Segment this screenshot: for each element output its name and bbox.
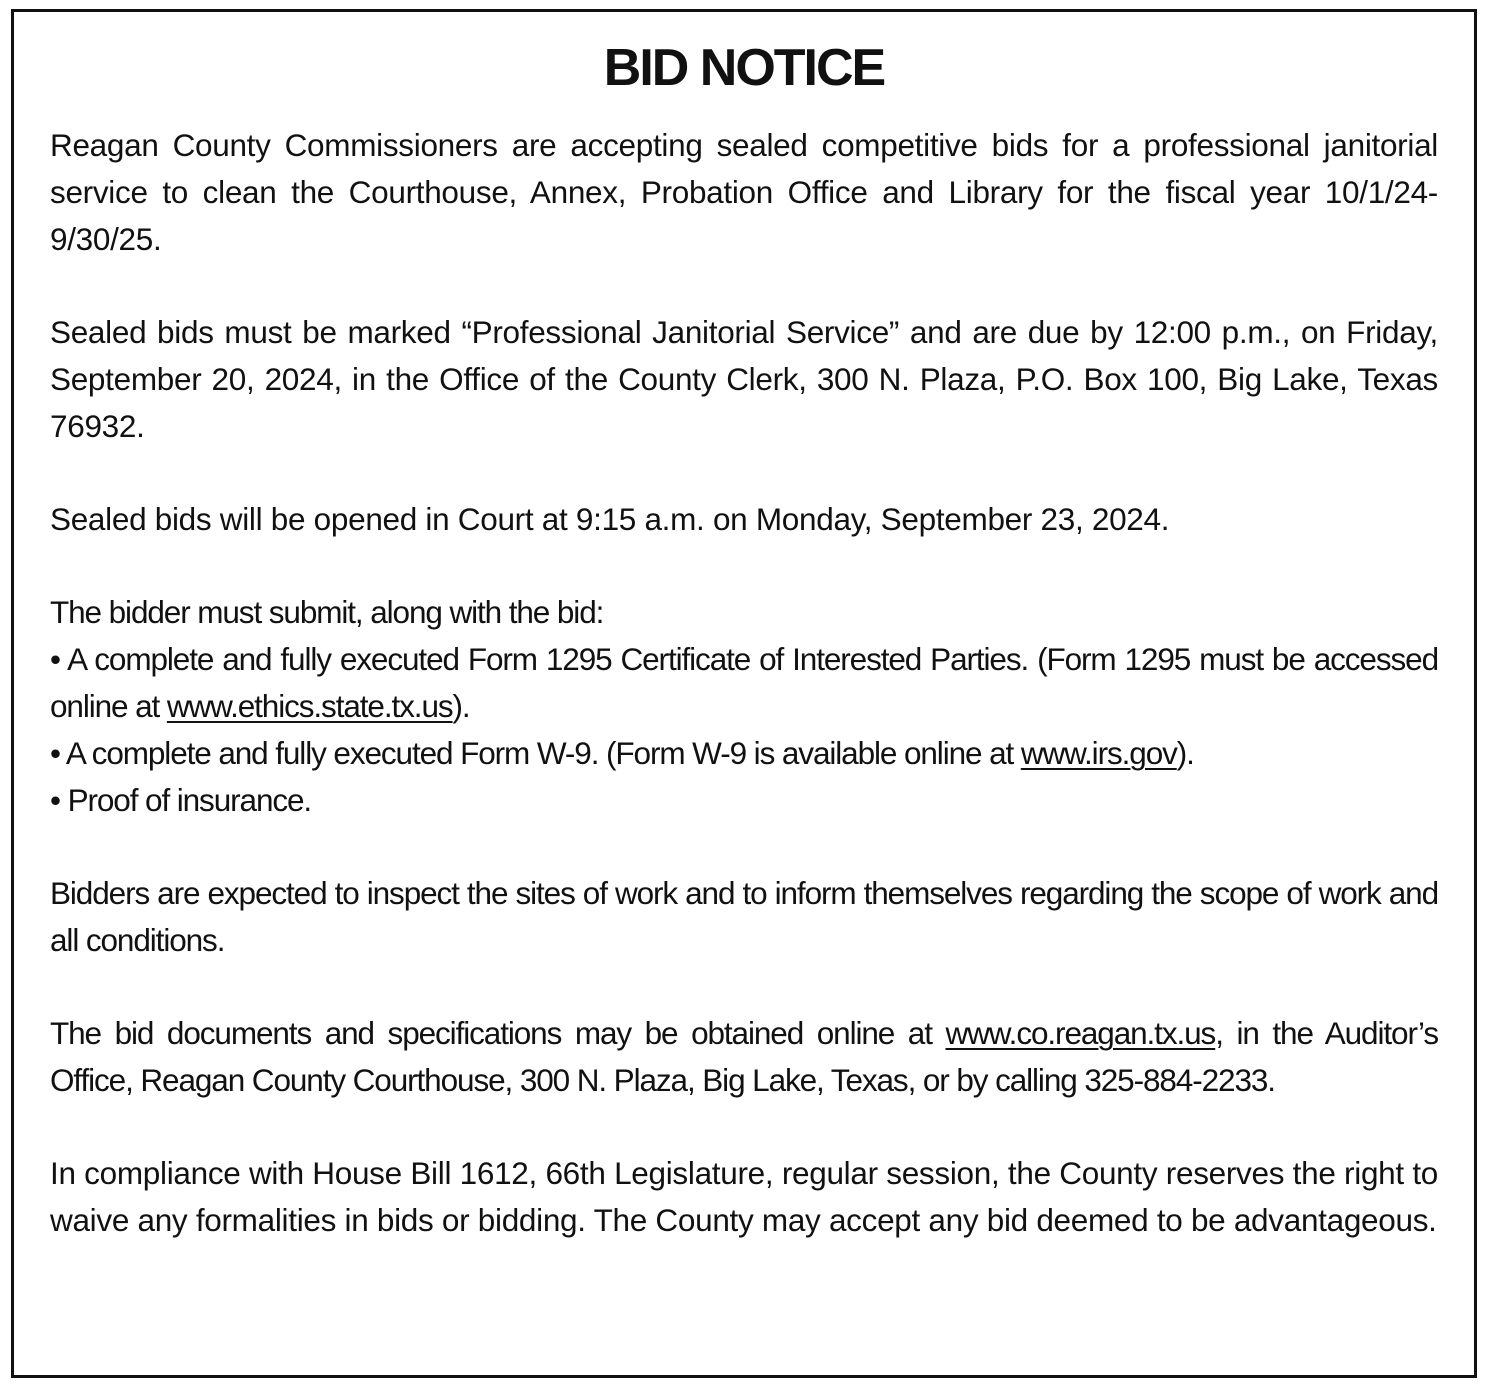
requirement-form-1295-text: • A complete and fully executed Form 1295 Certificate of Interested Parties. (Form 1295 must be accessed online at [50, 641, 1438, 724]
requirement-form-w9-text: • A complete and fully executed Form W-9. (Form W-9 is available online at [50, 735, 1021, 771]
requirement-form-w9 [50, 730, 1438, 777]
documents-text: The bid documents and specifications may be obtained online at [50, 1015, 946, 1051]
notice-title: BID NOTICE [603, 39, 885, 97]
paragraph-compliance: In compliance with House Bill 1612, 66th Legislature, regular session, the County reserves the right to waive any formalities in bids or bidding. The County may accept any bid deemed to be advantageous. [50, 1155, 1438, 1238]
paragraph-requirements [50, 589, 1438, 824]
paragraph-documents [50, 1010, 1438, 1104]
ethics-link[interactable]: www.ethics.state.tx.us [166, 688, 453, 724]
irs-link[interactable]: www.irs.gov [1020, 735, 1177, 771]
requirement-form-1295 [50, 636, 1438, 730]
requirement-form-w9-end: ). [1176, 735, 1194, 771]
paragraph-scope: Reagan County Commissioners are accepting sealed competitive bids for a professional janitorial service to clean the Courthouse, Annex, Probation Office and Library for the fiscal year 10/1/24- 9/30/25. [50, 127, 1438, 257]
requirement-insurance: • Proof of insurance. [50, 782, 312, 818]
paragraph-inspection: Bidders are expected to inspect the sites of work and to inform themselves regarding the scope of work and all conditions. [50, 875, 1438, 958]
county-website-link[interactable]: www.co.reagan.tx.us [945, 1015, 1216, 1051]
bid-notice [11, 9, 1477, 1378]
requirement-form-1295-end: ). [452, 688, 470, 724]
paragraph-opening: Sealed bids will be opened in Court at 9:15 a.m. on Monday, September 23, 2024. [50, 501, 1170, 537]
paragraph-submission: Sealed bids must be marked “Professional Janitorial Service” and are due by 12:00 p.m., on Friday, September 20, 2024, in the Office of the County Clerk, 300 N. Plaza, P.O. Box 100, Big Lake, Texas 76932. [50, 314, 1438, 444]
requirements-intro: The bidder must submit, along with the bid: [50, 594, 604, 630]
documents-text-end: , in the Auditor’s Office, Reagan County Courthouse, 300 N. Plaza, Big Lake, Texas, or by calling 325-884-2233. [50, 1015, 1438, 1098]
